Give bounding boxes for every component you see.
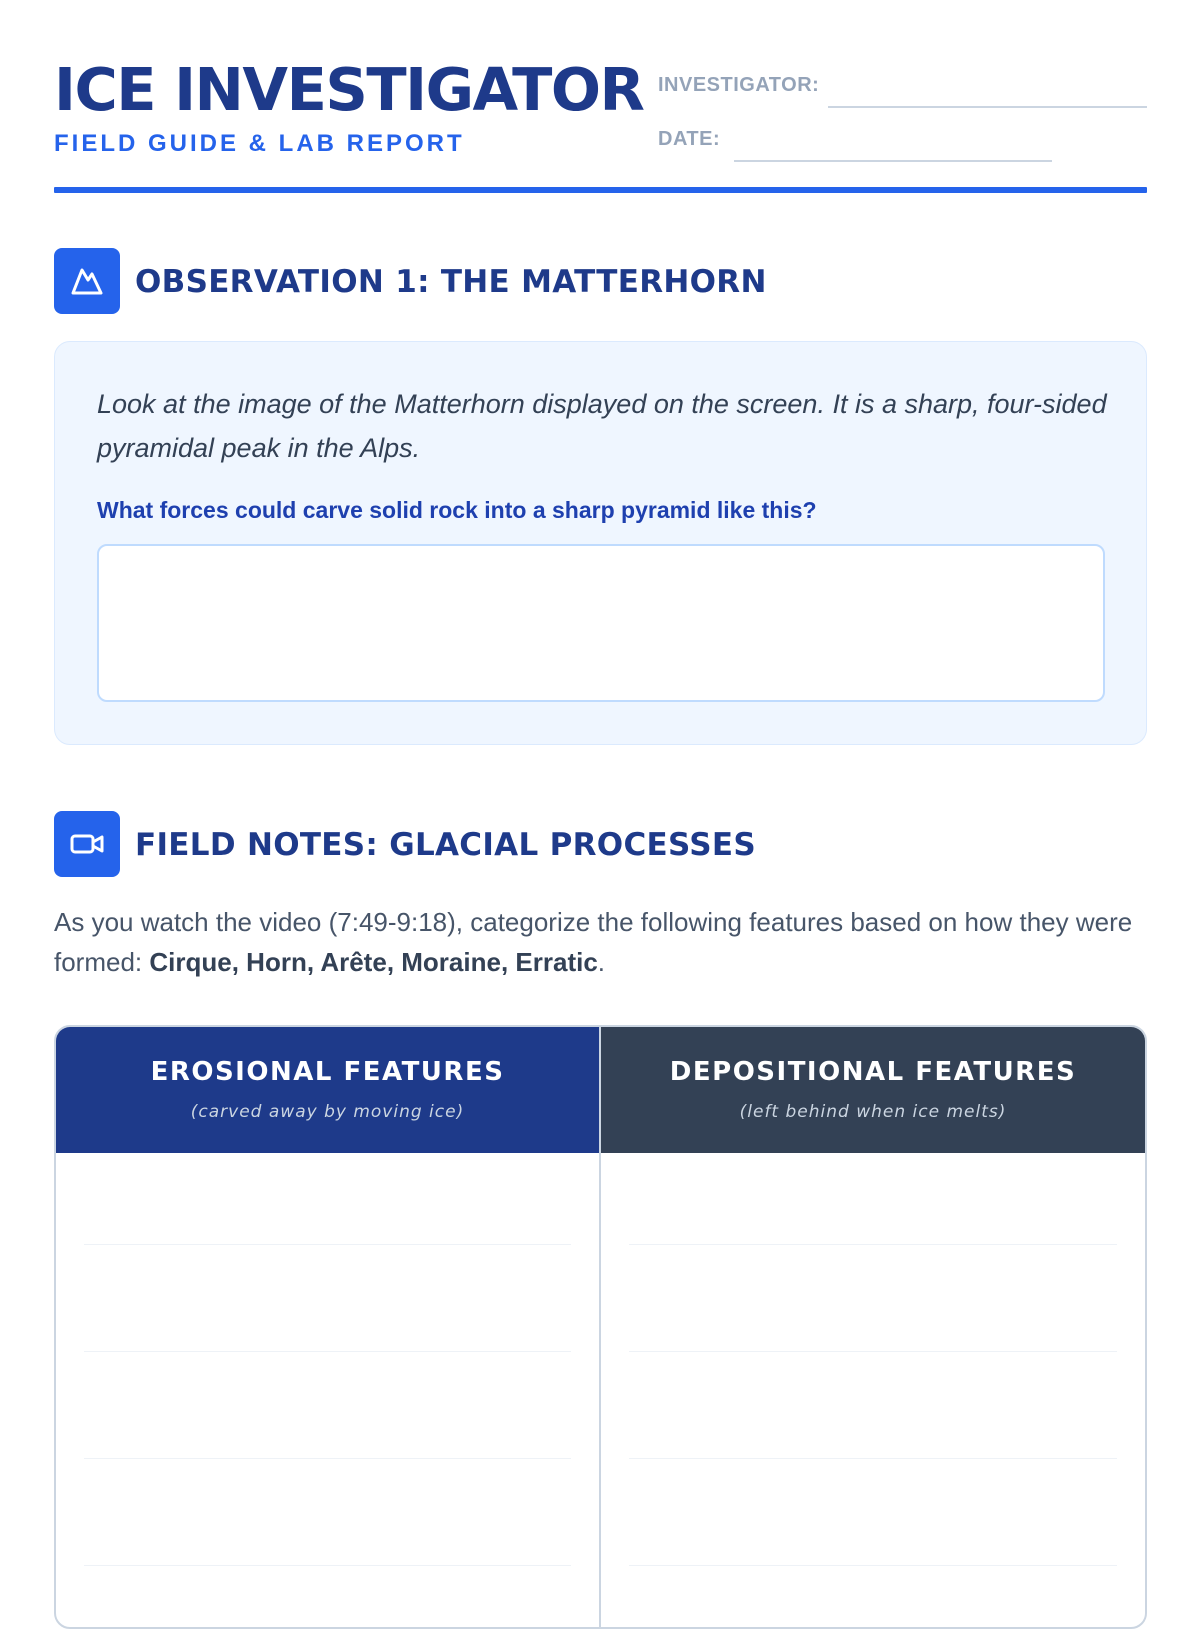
investigator-label: INVESTIGATOR:	[658, 74, 820, 96]
field-notes-title: FIELD NOTES: GLACIAL PROCESSES	[135, 827, 756, 863]
date-blank-line[interactable]	[734, 160, 1052, 162]
worksheet-page	[54, 0, 1147, 1600]
feature-term: Erratic	[515, 947, 598, 977]
erosional-write-line[interactable]	[84, 1458, 571, 1459]
feature-separator: ,	[386, 947, 402, 977]
erosional-column-title: EROSIONAL FEATURES	[150, 1057, 505, 1087]
erosional-column-caption: (carved away by moving ice)	[190, 1102, 465, 1122]
depositional-write-line[interactable]	[629, 1565, 1117, 1566]
depositional-column-header	[601, 1027, 1145, 1153]
erosional-write-line[interactable]	[84, 1244, 571, 1245]
instructions-text: As you watch the video (7:49-9:18), categorize the following features based on how they were formed:	[54, 907, 1133, 977]
feature-term: Arête	[320, 947, 387, 977]
depositional-column-caption: (left behind when ice melts)	[739, 1102, 1007, 1122]
features-table	[54, 1025, 1147, 1629]
observation-answer-box[interactable]	[97, 544, 1105, 702]
worksheet-title: ICE INVESTIGATOR	[54, 55, 644, 124]
feature-term: Horn	[246, 947, 307, 977]
worksheet-subtitle: FIELD GUIDE & LAB REPORT	[54, 130, 465, 157]
observation-question: What forces could carve solid rock into a sharp pyramid like this?	[97, 497, 817, 523]
erosional-write-line[interactable]	[84, 1565, 571, 1566]
feature-separator: ,	[306, 947, 321, 977]
worksheet-header	[54, 50, 1147, 196]
investigator-blank-line[interactable]	[828, 106, 1147, 108]
feature-separator: ,	[500, 947, 516, 977]
date-label: DATE:	[658, 128, 721, 150]
instructions-end: .	[597, 947, 606, 977]
investigator-field[interactable]	[658, 62, 1147, 112]
depositional-write-line[interactable]	[629, 1458, 1117, 1459]
depositional-write-line[interactable]	[629, 1244, 1117, 1245]
observation-title: OBSERVATION 1: THE MATTERHORN	[135, 264, 767, 300]
erosional-column	[56, 1027, 599, 1627]
observation-description: Look at the image of the Matterhorn displayed on the screen. It is a sharp, four-sided pyramidal peak in the Alps.	[97, 389, 1107, 463]
depositional-column-title: DEPOSITIONAL FEATURES	[669, 1057, 1077, 1087]
feature-separator: ,	[231, 947, 247, 977]
observation-card	[54, 341, 1147, 745]
video-camera-icon	[54, 811, 120, 877]
observation-heading	[54, 248, 1147, 316]
erosional-column-header	[56, 1027, 599, 1153]
depositional-column	[601, 1027, 1145, 1627]
header-divider	[54, 187, 1147, 193]
mountain-icon	[54, 248, 120, 314]
field-notes-instructions	[54, 902, 1147, 982]
erosional-write-line[interactable]	[84, 1351, 571, 1352]
feature-term: Cirque	[149, 947, 232, 977]
field-notes-heading	[54, 811, 1147, 879]
date-field[interactable]	[658, 116, 1147, 166]
depositional-write-line[interactable]	[629, 1351, 1117, 1352]
feature-term: Moraine	[401, 947, 501, 977]
